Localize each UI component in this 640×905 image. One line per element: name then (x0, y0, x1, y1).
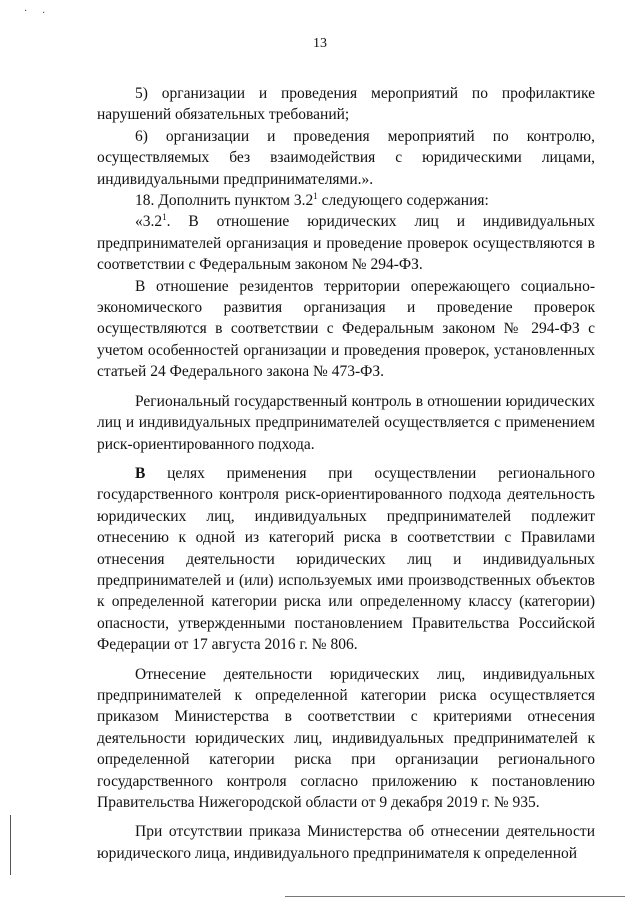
superscript: 1 (313, 191, 318, 202)
scan-edge-line (285, 896, 625, 897)
superscript: 1 (162, 212, 167, 223)
paragraph-clause-3-2-1 (97, 211, 595, 275)
paragraph-lead-letter: В (135, 464, 146, 482)
paragraph-risk-assignment: Отнесение деятельности юридических лиц, индивидуальных предпринимателей к определенной категории риска осуществляется приказом Министерства в соответствии с критериями отнесения деятельности юридических лиц, индивидуальных предпринимателей к определенной категории риска при организации регионального государственного контроля согласно приложению к постановлению Правительства Нижегородской области от 9 декабря 2019 г. № 935. (97, 665, 595, 811)
clause-number: «3.2 (135, 213, 163, 231)
paragraph-item-6: 6) организации и проведения мероприятий по контролю, осуществляемых без взаимодействия с юридическими лицами, индивидуальными предпринимателями.». (97, 127, 595, 188)
paragraph-amendment-18 (97, 190, 595, 211)
page-number: 13 (313, 36, 327, 51)
scan-edge-line (10, 815, 11, 875)
paragraph-risk-categories (97, 463, 595, 656)
clause-text: . В отношение юридических лиц и индивидуальных предпринимателей организация и проведение проверок осуществляются в соответствии с Федеральным законом № 294-ФЗ. (97, 213, 595, 274)
paragraph-item-5: 5) организации и проведения мероприятий по профилактике нарушений обязательных требований; (97, 85, 595, 124)
scan-artifact: · · (24, 6, 46, 19)
amendment-text-start: 18. Дополнить пунктом 3.2 (135, 192, 314, 210)
paragraph-absence-order: При отсутствии приказа Министерства об отнесении деятельности юридического лица, индивидуального предпринимателя к определенной (97, 823, 595, 862)
amendment-text-end: следующего содержания: (317, 192, 489, 210)
paragraph-risk-approach: Региональный государственный контроль в отношении юридических лиц и индивидуальных предпринимателей осуществляется с применением риск-ориентированного подхода. (97, 392, 595, 453)
paragraph-text: целях применения при осуществлении регионального государственного контроля риск-ориентированного подхода деятельность юридических лиц, индивидуальных предпринимателей подлежит отнесению к одной из категорий риска в соответствии с Правилами отнесения деятельности юридических лиц и индивидуальных предпринимателей и (или) используемых ими производственных объектов к определенной категории риска или определенному классу (категории) опасности, утвержденными постановлением Правительства Российской Федерации от 17 августа 2016 г. № 806. (97, 464, 595, 654)
document-body (97, 83, 595, 864)
paragraph-residents: В отношение резидентов территории опережающего социально-экономического развития организация и проведение проверок осуществляются в соответствии с Федеральным законом № 294-ФЗ с учетом особенностей организации и проведения проверок, установленных статьей 24 Федерального закона № 473-ФЗ. (97, 277, 595, 381)
